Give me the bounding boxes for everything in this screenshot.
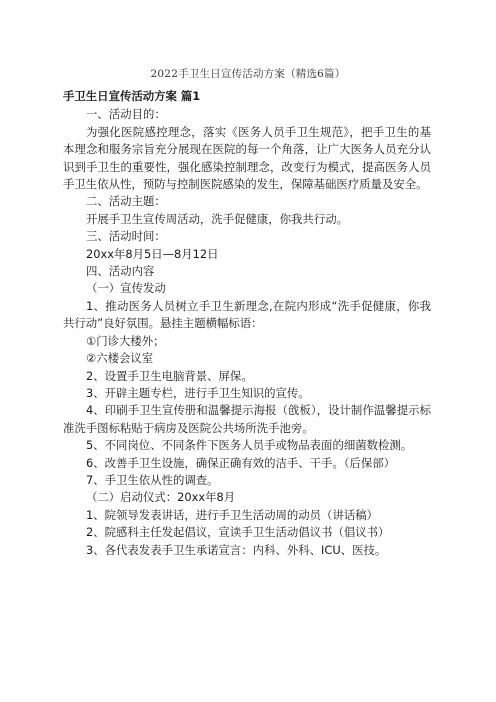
list-item: 1、推动医务人员树立手卫生新理念,在院内形成“洗手促健康，你我共行动”良好氛围。悬挂主题横幅标语： (63, 298, 431, 331)
section-heading-content: 四、活动内容 (86, 264, 155, 279)
section-heading-purpose: 一、活动目的： (86, 107, 166, 122)
section-heading-theme: 二、活动主题： (86, 194, 166, 209)
article-body (63, 88, 431, 559)
list-item: 3、开辟主题专栏，进行手卫生知识的宣传。 (86, 385, 310, 400)
list-item: 2、院感科主任发起倡议，宣读手卫生活动倡议书（倡议书） (86, 525, 390, 540)
list-item: 1、院领导发表讲话，进行手卫生活动周的动员（讲话稿） (86, 507, 379, 522)
list-item: 4、印刷手卫生宣传册和温馨提示海报（戗板），设计制作温馨提示标准洗手图标粘贴于病房及医院公共场所洗手池旁。 (63, 403, 431, 435)
list-item: ②六楼会议室 (86, 351, 154, 366)
article-title: 手卫生日宣传活动方案 篇1 (63, 89, 201, 103)
section-heading-time: 三、活动时间： (86, 229, 166, 244)
list-item: 7、手卫生依从性的调查。 (86, 472, 219, 487)
paragraph-time: 20xx年8月5日—8月12日 (86, 246, 219, 261)
list-item: 3、各代表发表手卫生承诺宣言：内科、外科、ICU、医技。 (86, 542, 387, 557)
subsection-heading-launch: （二）启动仪式：20xx年8月 (86, 490, 236, 505)
paragraph-theme: 开展手卫生宣传周活动，洗手促健康，你我共行动。 (86, 211, 348, 226)
list-item: 2、设置手卫生电脑背景、屏保。 (86, 368, 253, 383)
subsection-heading-promotion: （一）宣传发动 (86, 281, 166, 296)
list-item: ①门诊大楼外； (86, 333, 165, 348)
list-item: 5、不同岗位、不同条件下医务人员手或物品表面的细菌数检测。 (86, 438, 413, 453)
list-item: 6、改善手卫生设施，确保正确有效的洁手、干手。（后保部） (86, 455, 396, 470)
paragraph-purpose: 为强化医院感控理念，落实《医务人员手卫生规范》，把手卫生的基本理念和服务宗旨充分展现在医院的每一个角落，让广大医务人员充分认识到手卫生的重要性，强化感染控制理念，改变行为模式，提高医务人员手卫生依从性，预防与控制医院感染的发生，保障基础医疗质量及安全。 (63, 124, 431, 192)
document-header-title: 2022手卫生日宣传活动方案（精选6篇） (150, 68, 346, 80)
